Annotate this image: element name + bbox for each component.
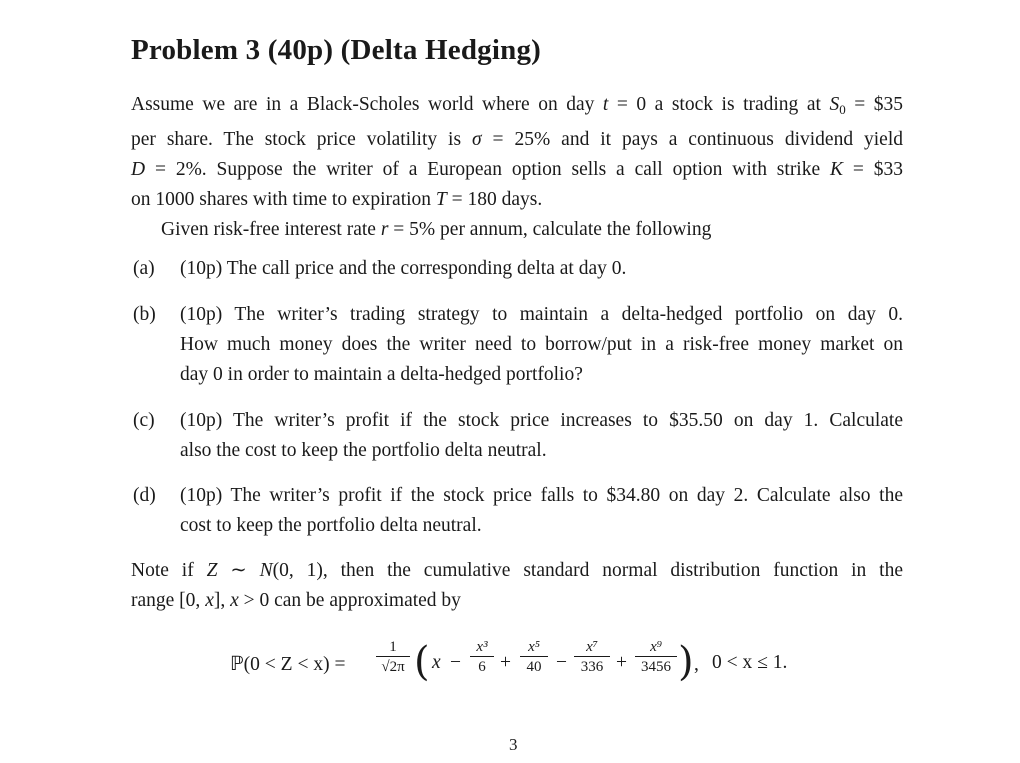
formula-term-x9: x⁹ 3456 <box>635 638 677 677</box>
formula-coefficient: 1 √2π <box>376 638 410 677</box>
formula-term-x5: x⁵ 40 <box>520 638 548 677</box>
intro-line-3: D = 2%. Suppose the writer of a European option sells a call option with strike K = $33 <box>131 159 903 180</box>
item-label: (c) <box>133 410 155 431</box>
formula-op: − <box>556 652 567 673</box>
note-line-1: Note if Z ∼ N(0, 1), then the cumulative standard normal distribution function in the <box>131 560 903 581</box>
item-line: (10p) The writer’s trading strategy to maintain a delta-hedged portfolio on day 0. <box>180 304 903 325</box>
page-number: 3 <box>509 735 518 754</box>
item-line: (10p) The writer’s profit if the stock price increases to $35.50 on day 1. Calculate <box>180 410 903 431</box>
item-label: (b) <box>133 304 156 325</box>
item-line: cost to keep the portfolio delta neutral. <box>180 515 482 536</box>
problem-intro <box>131 90 903 245</box>
formula-x: x <box>432 652 441 673</box>
right-paren: ) <box>678 639 694 685</box>
formula-comma: , <box>694 654 699 675</box>
formula-op: + <box>500 652 511 673</box>
note-line-2: range [0, x], x > 0 can be approximated by <box>131 590 461 611</box>
intro-line-5: Given risk-free interest rate r = 5% per annum, calculate the following <box>161 219 712 240</box>
problem-title: Problem 3 (40p) (Delta Hedging) <box>131 34 542 66</box>
formula-term-x7: x⁷ 336 <box>574 638 610 677</box>
formula-lhs: ℙ(0 < Z < x) = <box>230 654 346 675</box>
formula-op: + <box>616 652 627 673</box>
item-label: (a) <box>133 258 155 279</box>
item-line: (10p) The call price and the corresponding delta at day 0. <box>180 258 627 279</box>
item-line: day 0 in order to maintain a delta-hedged portfolio? <box>180 364 583 385</box>
intro-line-1: Assume we are in a Black-Scholes world where on day t = 0 a stock is trading at $S_0$ = $35 <box>131 94 903 117</box>
item-line: How much money does the writer need to borrow/put in a risk-free money market on <box>180 334 903 355</box>
formula-term-x3: x³ 6 <box>470 638 494 677</box>
approximation-note <box>131 556 903 616</box>
intro-line-4: on 1000 shares with time to expiration T = 180 days. <box>131 189 543 210</box>
item-line: (10p) The writer’s profit if the stock price falls to $34.80 on day 2. Calculate also the <box>180 485 903 506</box>
item-label: (d) <box>133 485 156 506</box>
left-paren: ( <box>414 639 430 685</box>
item-line: also the cost to keep the portfolio delta neutral. <box>180 440 547 461</box>
formula-op: − <box>450 652 461 673</box>
formula-domain: 0 < x ≤ 1. <box>712 652 788 673</box>
intro-line-2: per share. The stock price volatility is σ = 25% and it pays a continuous dividend yield <box>131 129 903 150</box>
